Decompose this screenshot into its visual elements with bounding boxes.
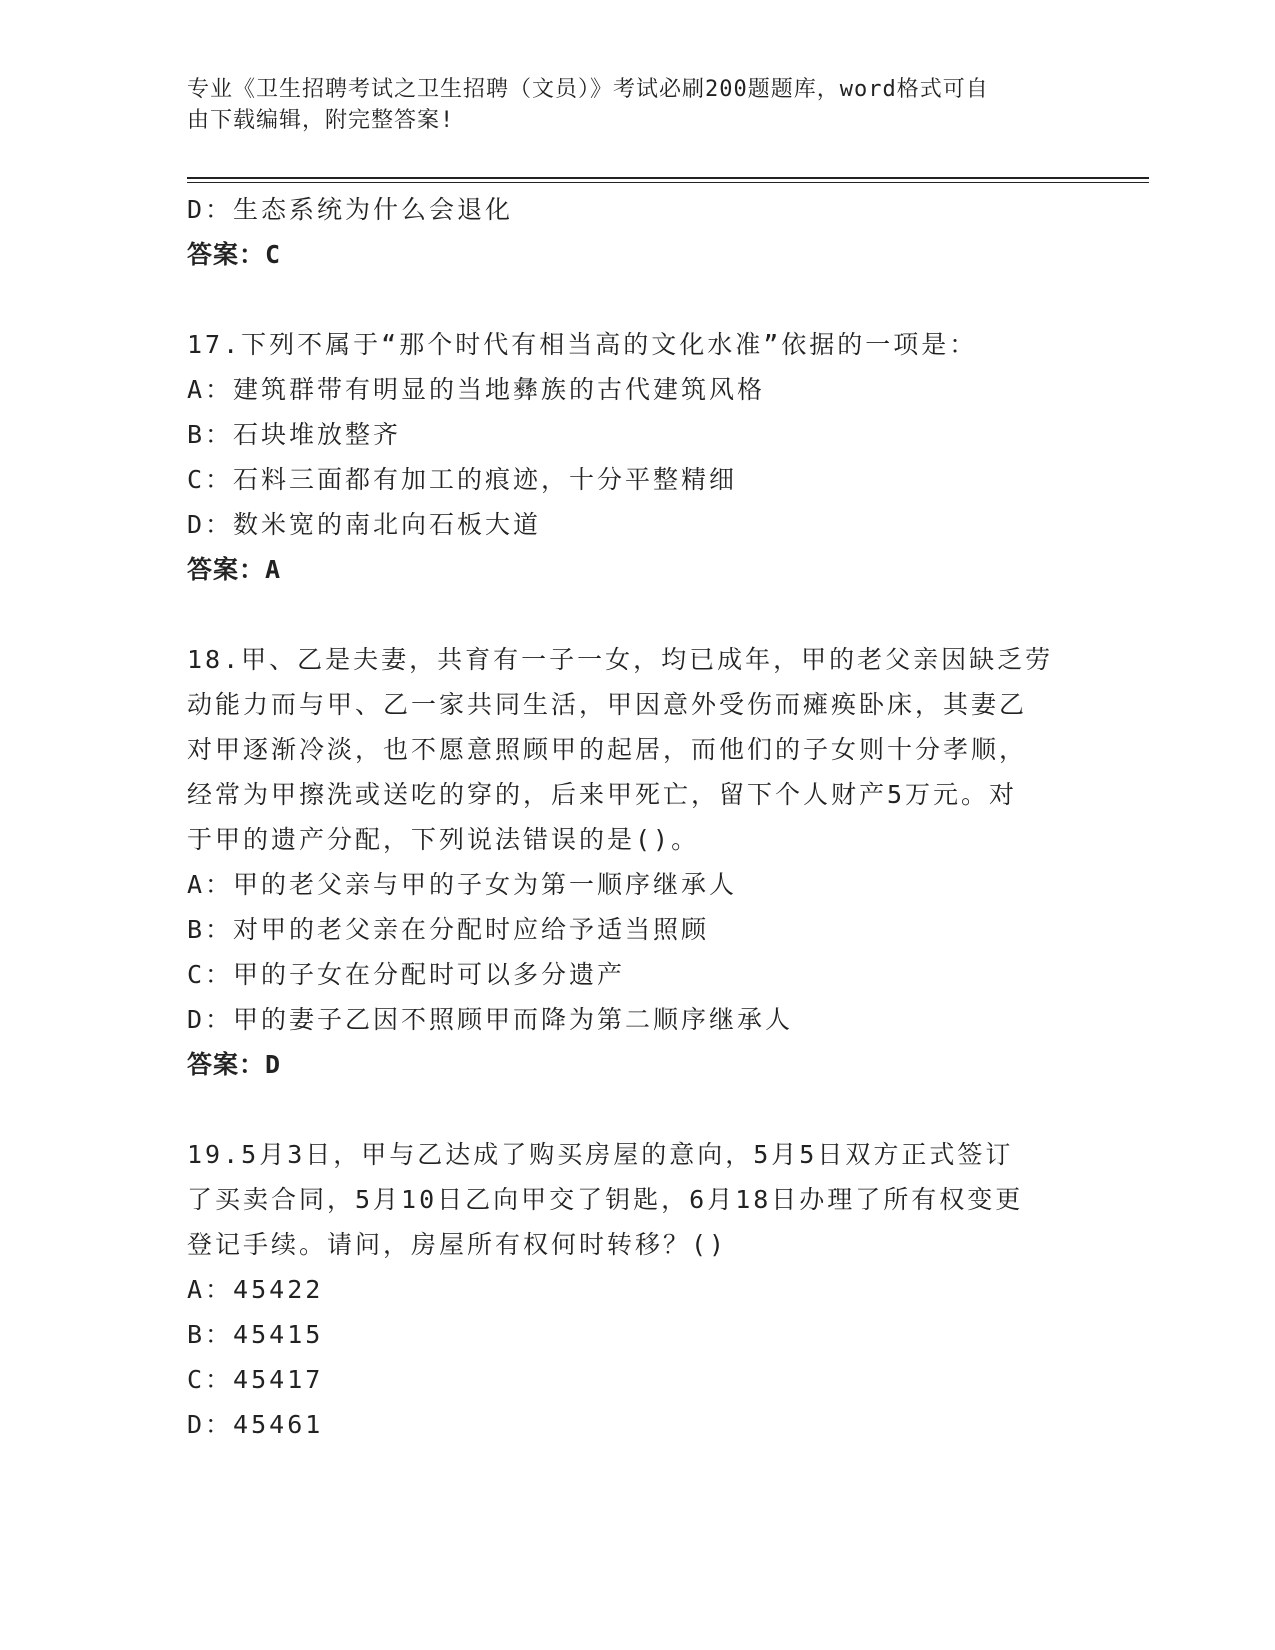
question-block-19 — [187, 1132, 1087, 1447]
spacer — [187, 277, 1087, 322]
page-header — [187, 74, 1067, 136]
header-line-2: 由下载编辑，附完整答案! — [187, 108, 455, 133]
q19-option-b: B：45415 — [187, 1320, 324, 1349]
q17-option-c: C：石料三面都有加工的痕迹，十分平整精细 — [187, 465, 738, 494]
q18-stem-line-4: 经常为甲擦洗或送吃的穿的，后来甲死亡，留下个人财产5万元。对 — [187, 780, 1018, 809]
q17-option-b: B：石块堆放整齐 — [187, 420, 402, 449]
q19-option-a: A：45422 — [187, 1275, 324, 1304]
q19-option-c: C：45417 — [187, 1365, 324, 1394]
q18-answer: 答案：D — [187, 1050, 282, 1079]
q19-stem-line-2: 了买卖合同，5月10日乙向甲交了钥匙，6月18日办理了所有权变更 — [187, 1185, 1024, 1214]
q17-option-a: A：建筑群带有明显的当地彝族的古代建筑风格 — [187, 375, 766, 404]
q18-stem-line-3: 对甲逐渐冷淡，也不愿意照顾甲的起居，而他们的子女则十分孝顺， — [187, 735, 1028, 764]
spacer — [187, 592, 1087, 637]
q18-option-d: D：甲的妻子乙因不照顾甲而降为第二顺序继承人 — [187, 1005, 794, 1034]
question-block-18 — [187, 637, 1087, 1087]
q17-option-d: D：数米宽的南北向石板大道 — [187, 510, 542, 539]
header-divider-thin — [187, 182, 1149, 183]
q18-option-a: A：甲的老父亲与甲的子女为第一顺序继承人 — [187, 870, 738, 899]
document-body — [187, 187, 1087, 1447]
question-block-16 — [187, 187, 1087, 277]
q18-stem-line-2: 动能力而与甲、乙一家共同生活，甲因意外受伤而瘫痪卧床，其妻乙 — [187, 690, 1028, 719]
q19-stem-line-1: 19.5月3日，甲与乙达成了购买房屋的意向，5月5日双方正式签订 — [187, 1140, 1014, 1169]
q16-answer: 答案：C — [187, 240, 282, 269]
q19-option-d: D：45461 — [187, 1410, 324, 1439]
q17-stem: 17.下列不属于“那个时代有相当高的文化水准”依据的一项是： — [187, 330, 978, 359]
q18-stem-line-5: 于甲的遗产分配，下列说法错误的是()。 — [187, 825, 700, 854]
question-block-17 — [187, 322, 1087, 592]
q18-option-b: B：对甲的老父亲在分配时应给予适当照顾 — [187, 915, 710, 944]
q18-stem-line-1: 18.甲、乙是夫妻，共育有一子一女，均已成年，甲的老父亲因缺乏劳 — [187, 645, 1054, 674]
q17-answer: 答案：A — [187, 555, 282, 584]
header-line-1: 专业《卫生招聘考试之卫生招聘（文员）》考试必刷200题题库，word格式可自 — [187, 77, 989, 102]
spacer — [187, 1087, 1087, 1132]
q19-stem-line-3: 登记手续。请问，房屋所有权何时转移？() — [187, 1230, 728, 1259]
q16-option-d: D：生态系统为什么会退化 — [187, 195, 514, 224]
q18-option-c: C：甲的子女在分配时可以多分遗产 — [187, 960, 626, 989]
header-divider-thick — [187, 177, 1149, 179]
